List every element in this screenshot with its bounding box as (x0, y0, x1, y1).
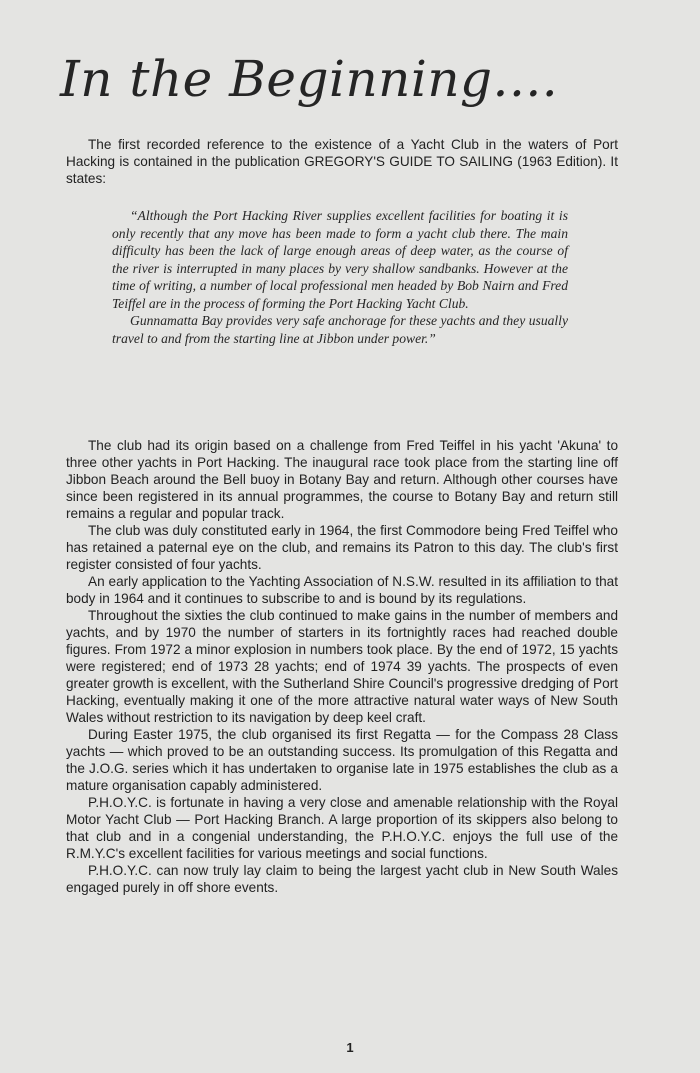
body-paragraph: The club had its origin based on a challenge from Fred Teiffel in his yacht 'Akuna' to three other yachts in Port Hacking. The inaugural race took place from the starting line off Jibbon Beach around the Bell buoy in Botany Bay and return. Although other courses have since been registered in its annual programmes, the course to Botany Bay and return still remains a regular and popular track. (66, 438, 618, 521)
page-title: In the Beginning.... (60, 50, 559, 108)
body-paragraph: An early application to the Yachting Association of N.S.W. resulted in its affiliation to that body in 1964 and it continues to subscribe to and is bound by its regulations. (66, 574, 618, 606)
intro-paragraph (66, 136, 618, 187)
body-paragraph: P.H.O.Y.C. is fortunate in having a very close and amenable relationship with the Royal Motor Yacht Club — Port Hacking Branch. A large proportion of its skippers also belong to that club and in a congenial understanding, the P.H.O.Y.C. enjoys the full use of the R.M.Y.C's excellent facilities for various meetings and social functions. (66, 795, 618, 861)
quote-paragraph: “Although the Port Hacking River supplies excellent facilities for boating it is only recently that any move has been made to form a yacht club there. The main difficulty has been the lack of large enough areas of deep water, as the course of the river is interrupted in many places by very shallow sandbanks. However at the time of writing, a number of local professional men headed by Bob Nairn and Fred Teiffel are in the process of forming the Port Hacking Yacht Club. (112, 208, 568, 311)
block-quote (112, 207, 568, 347)
body-paragraph: P.H.O.Y.C. can now truly lay claim to being the largest yacht club in New South Wales engaged purely in off shore events. (66, 863, 618, 895)
quote-paragraph: Gunnamatta Bay provides very safe anchorage for these yachts and they usually travel to and from the starting line at Jibbon under power.” (112, 313, 568, 346)
body-paragraph: Throughout the sixties the club continued to make gains in the number of members and yachts, and by 1970 the number of starters in its fortnightly races had reached double figures. From 1972 a minor explosion in numbers took place. By the end of 1972, 15 yachts were registered; end of 1973 28 yachts; end of 1974 39 yachts. The prospects of even greater growth is excellent, with the Sutherland Shire Council's progressive dredging of Port Hacking, eventually making it one of the more attractive natural water ways of New South Wales without restriction to its navigation by deep keel craft. (66, 608, 618, 725)
page-number: 1 (346, 1040, 354, 1055)
body-paragraph: During Easter 1975, the club organised its first Regatta — for the Compass 28 Class yachts — which proved to be an outstanding success. Its promulgation of this Regatta and the J.O.G. series which it has undertaken to organise late in 1975 establishes the club as a mature organisation capably administered. (66, 727, 618, 793)
body-text (66, 437, 618, 896)
body-paragraph: The club was duly constituted early in 1964, the first Commodore being Fred Teiffel who has retained a paternal eye on the club, and remains its Patron to this day. The club's first register consisted of four yachts. (66, 523, 618, 572)
intro-text: The first recorded reference to the existence of a Yacht Club in the waters of Port Hacking is contained in the publication GREGORY'S GUIDE TO SAILING (1963 Edition). It states: (66, 137, 618, 186)
